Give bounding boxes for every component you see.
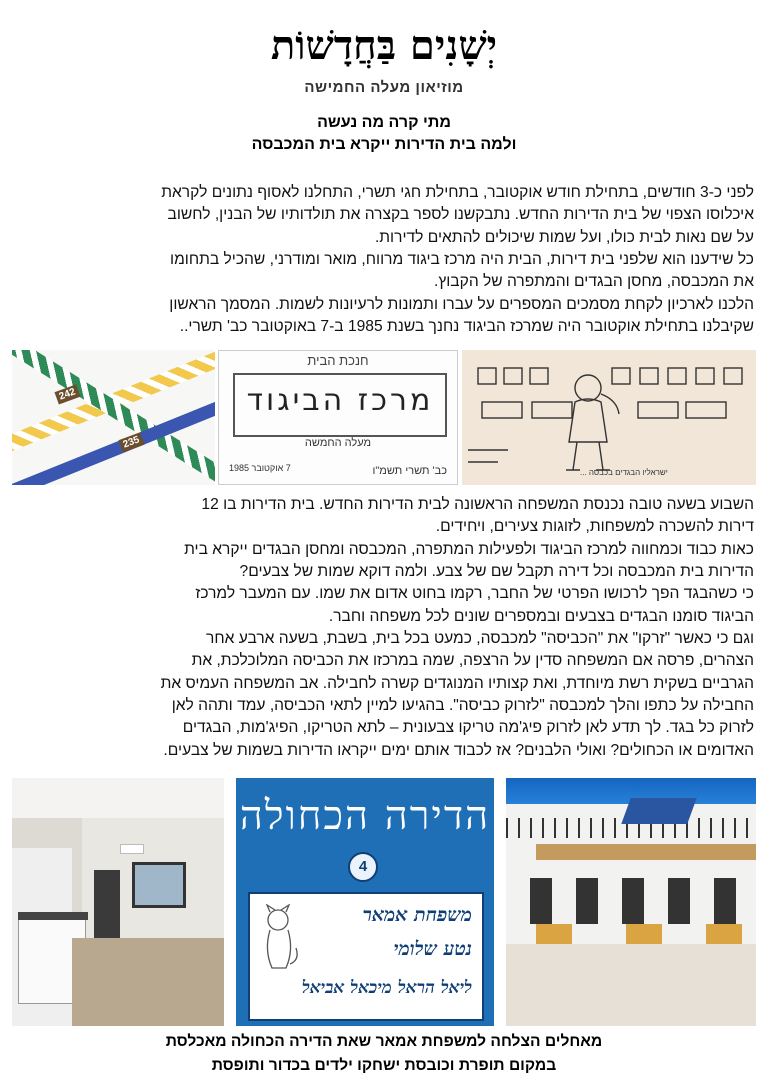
body-line-10: החבילה על כתפו והלך למכבסה "לזרוק כביסה". בהגיעו למיין לתאי הכביסה, עמד ותהה לאן [171, 697, 754, 714]
ceiling [12, 778, 224, 818]
intro-line-7: שקיבלנו בתחילת אוקטובר היה שמרכז הביגוד נחנך בשנת 1985 ב-7 באוקטובר כב' תשרי.. [179, 318, 754, 335]
family-name-line-3: ליאל הראל מיכאל אביאל [301, 978, 472, 998]
body-line-6: הביגוד סומנו הבגדים בצבעים ובמספרים שונים לכל משפחה וחבר. [328, 608, 754, 625]
ground-floor-windows [506, 878, 756, 924]
blue-apartment-title: הדירה הכחולה [239, 793, 491, 839]
museum-subtitle: מוזיאון מעלה החמישה [304, 79, 464, 96]
air-conditioner [120, 844, 144, 854]
sign-sub-text: מעלה החמשה [304, 437, 372, 449]
wooden-balcony [536, 844, 756, 860]
body-line-2: דירות להשכרה למשפחות, לזוגות צעירים, ויחידים. [435, 518, 754, 535]
body-line-9: הגרביים בשקית רשת מיוחדת, ואת קצותיו המנוגדים קשרה לחבילה. אב המשפחה העמיס את [160, 675, 754, 692]
body-line-4: הדירות בית המכבסה וכל דירה תקבל שם של צבע. ולמה דוקא שמות של צבעים? [239, 563, 754, 580]
clothing-center-sign-photo [218, 350, 458, 485]
tape-number-242: 242 [54, 385, 80, 405]
countertop [18, 912, 88, 920]
intro-line-6: הלכנו לארכיון לקחת מסמכים המספרים על עברו ותמונות לרעיונות לשמות. המסמך הראשון [169, 296, 754, 313]
body-line-12: האדומים או הכחולים? ואולי הלבנים? אז לכבוד אותם ימים ייקראו הדירות בשמות של צבעים. [163, 742, 754, 759]
family-name-line-1: משפחת אמאר [362, 904, 472, 926]
intro-line-1: לפני כ-3 חודשים, בתחילת חודש אוקטובר, בתחילת חגי תשרי, התחלנו לאסוף נתונים לקראת [161, 184, 754, 201]
intro-line-2: איכלוסו הצפוי של בית הדירות החדש. נתבקשנו לספר בקצרה את תולדותיו של הבנין, לחשוב [167, 206, 754, 223]
intro-line-5: את המכבסה, מחסן הבגדים והמתפרה של הקבוץ. [434, 273, 754, 290]
closing-caption-1: מאחלים הצלחה למשפחת אמאר שאת הדירה הכחולה מאכלסת [165, 1033, 603, 1050]
closing-caption-2: במקום תופרת וכובסת ישחקו ילדים בכדור ותופסת [211, 1057, 557, 1074]
intro-line-3: על שם נאות לבית כולו, ועל שמות שיכולים להתאים לדירות. [374, 229, 754, 246]
tape-number-235: 235 [118, 433, 144, 453]
apartment-interior-photo [12, 778, 224, 1026]
laundry-cartoon-icon [462, 350, 756, 485]
tape-labels-photo [12, 350, 215, 485]
body-line-1: השבוע בשעה טובה נכנסת המשפחה הראשונה לבית הדירות החדש. בית הדירות בו 12 [201, 496, 754, 513]
blue-apartment-sign [236, 778, 494, 1026]
sign-top-text: חנכת הבית [307, 353, 369, 368]
stairs-left [536, 924, 572, 944]
sign-main-text: מרכז הביגוד [246, 383, 434, 418]
body-line-3: כאות כבוד וכמחווה למרכז הביגוד ולפעילות המתפרה, המכבסה ומחסן הבגדים ייקרא בית [184, 541, 754, 558]
article-headline-1: מתי קרה מה נעשה [317, 114, 451, 131]
blue-canopy [621, 798, 696, 824]
laundry-sketch-photo [462, 350, 756, 485]
window [132, 862, 186, 908]
intro-line-4: כל שידענו הוא שלפני בית דירות, הבית היה מרכז ביגוד מרווח, מואר ומודרני, שהכיל בתחומו [170, 251, 754, 268]
ground [506, 944, 756, 1026]
apartment-number: 4 [348, 852, 378, 882]
sign-date-hebrew: כב' תשרי תשמ"ו [372, 465, 447, 477]
body-line-11: לזרוק כל בגד. לך תדע לאן לזרוק פיג'מה טריקו צבעונית – לתא הטריקו, הפיג'מות, הבגדים [182, 719, 754, 736]
cat-drawing-icon [256, 904, 300, 974]
family-names-box [248, 892, 484, 1021]
article-headline-2: ולמה בית הדירות ייקרא בית המכבסה [251, 136, 517, 153]
body-line-8: הצהרים, פרסה אם המשפחה סדין על הרצפה, שמה במרכזו את הכביסה המלוכלכת, את [191, 652, 754, 669]
stairs-middle [626, 924, 662, 944]
building-exterior-photo [506, 778, 756, 1026]
stairs-right [706, 924, 742, 944]
sketch-caption: ישראליו הבגדים בכבסה ... [580, 468, 668, 477]
doorway [94, 870, 120, 940]
body-line-5: כי כשהבגד הפך לרכושו הפרטי של החבר, רקמו בחוט אדום את שמו. עם המעבר למרכז [195, 585, 754, 602]
floor [72, 938, 224, 1026]
page-title: יְשָׁנִים בַּחֲדָשׁוֹת [270, 22, 498, 69]
sign-box [233, 373, 447, 437]
body-line-7: וגם כי כאשר "זרקו" את "הכביסה" למכבסה, כמעט בכל בית, בשבת, בשעה ארבע אחר [206, 630, 754, 647]
family-name-line-2: נטע שלומי [393, 938, 472, 960]
sign-date-gregorian: 7 אוקטובר 1985 [229, 463, 291, 473]
